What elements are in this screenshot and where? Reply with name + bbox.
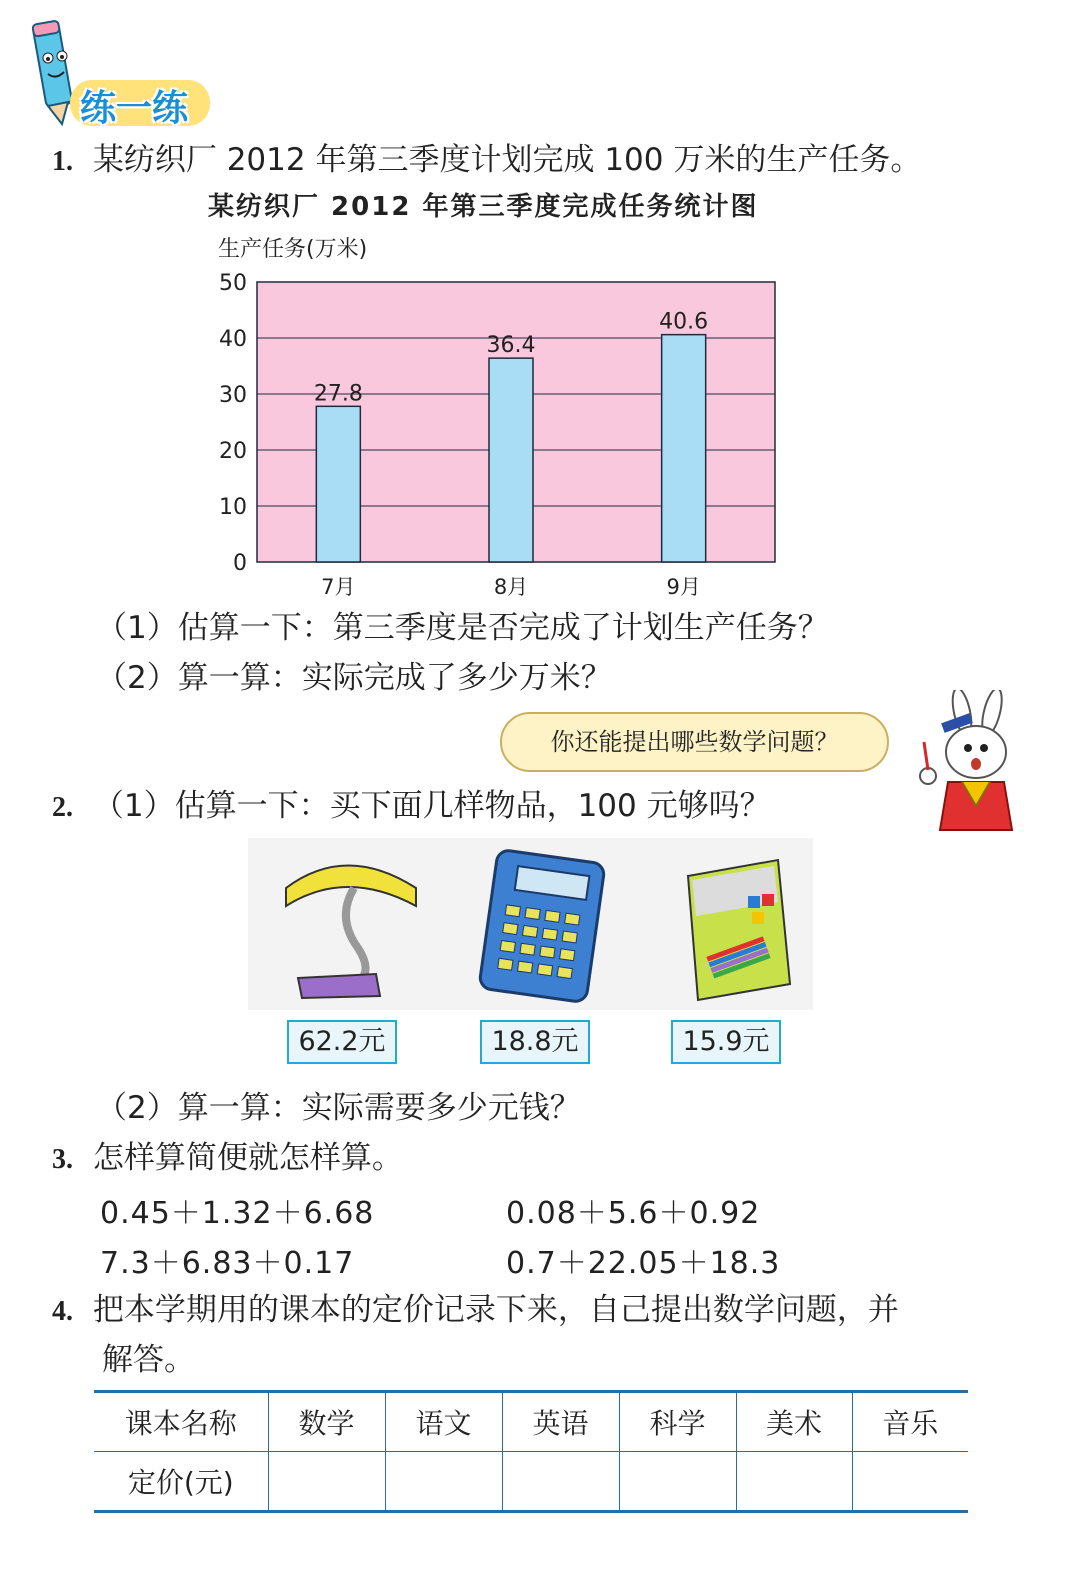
header-cell-science: 科学 xyxy=(619,1393,736,1452)
price-input-cell[interactable] xyxy=(736,1452,852,1511)
question-text: 把本学期用的课本的定价记录下来，自己提出数学问题，并 xyxy=(92,1292,899,1328)
header-cell-name: 课本名称 xyxy=(94,1393,268,1452)
y-tick-label: 30 xyxy=(219,383,247,408)
x-tick-label: 7月 xyxy=(321,575,356,599)
expression-3: 7.3＋6.83＋0.17 xyxy=(100,1246,355,1281)
calculator-icon xyxy=(476,844,606,1004)
table-row xyxy=(94,1393,968,1452)
y-tick-label: 20 xyxy=(219,439,247,464)
price-input-cell[interactable] xyxy=(268,1452,385,1511)
question-4-line-2: 解答。 xyxy=(102,1342,195,1378)
price-tag-crayons: 15.9元 xyxy=(671,1020,781,1064)
question-text: 某纺织厂 2012 年第三季度计划完成 100 万米的生产任务。 xyxy=(92,142,922,178)
bar-value-label: 40.6 xyxy=(659,309,709,335)
question-1 xyxy=(52,140,921,182)
expression-4: 0.7＋22.05＋18.3 xyxy=(506,1246,781,1281)
desk-lamp-icon xyxy=(276,848,426,1008)
question-1-sub-1: （1）估算一下：第三季度是否完成了计划生产任务？ xyxy=(96,610,829,646)
expression-2: 0.08＋5.6＋0.92 xyxy=(506,1196,761,1231)
price-input-cell[interactable] xyxy=(852,1452,968,1511)
chart-title: 某纺织厂 2012 年第三季度完成任务统计图 xyxy=(208,192,759,222)
header-cell-music: 音乐 xyxy=(852,1393,968,1452)
price-input-cell[interactable] xyxy=(385,1452,502,1511)
question-number: 1. xyxy=(52,146,73,177)
speech-bubble: 你还能提出哪些数学问题？ xyxy=(500,712,889,772)
bar xyxy=(489,358,533,562)
question-text: 怎样算简便就怎样算。 xyxy=(92,1140,403,1176)
table-row xyxy=(94,1452,968,1511)
question-2 xyxy=(52,786,771,828)
question-number: 4. xyxy=(52,1296,73,1327)
bar-value-label: 36.4 xyxy=(486,333,536,359)
x-tick-label: 9月 xyxy=(666,575,701,599)
question-2-sub-2: （2）算一算：实际需要多少元钱？ xyxy=(96,1090,581,1126)
question-number: 2. xyxy=(52,792,73,823)
price-input-cell[interactable] xyxy=(619,1452,736,1511)
question-3 xyxy=(52,1138,403,1180)
items-panel xyxy=(248,838,813,1010)
bar-chart xyxy=(200,230,820,600)
header-cell-art: 美术 xyxy=(736,1393,852,1452)
x-tick-label: 8月 xyxy=(493,575,529,599)
header-cell-chinese: 语文 xyxy=(385,1393,502,1452)
bunny-mascot-icon xyxy=(912,690,1022,840)
y-tick-label: 40 xyxy=(219,327,247,352)
question-number: 3. xyxy=(52,1144,73,1175)
textbook-price-table xyxy=(94,1390,968,1513)
bar-value-label: 27.8 xyxy=(313,381,363,407)
header-badge xyxy=(18,18,208,128)
bar xyxy=(662,335,706,562)
header-cell-english: 英语 xyxy=(502,1393,619,1452)
header-cell-math: 数学 xyxy=(268,1393,385,1452)
price-tag-calculator: 18.8元 xyxy=(480,1020,590,1064)
price-row-label: 定价(元) xyxy=(127,1466,234,1499)
section-title: 练一练 xyxy=(80,88,189,129)
question-4 xyxy=(52,1290,899,1332)
bar xyxy=(316,406,360,562)
y-tick-label: 50 xyxy=(219,271,247,296)
expression-1: 0.45＋1.32＋6.68 xyxy=(100,1196,375,1231)
crayon-box-icon xyxy=(668,846,798,1006)
price-input-cell[interactable] xyxy=(502,1452,619,1511)
y-axis-label: 生产任务(万米) xyxy=(218,237,368,262)
question-text: （1）估算一下：买下面几样物品，100 元够吗？ xyxy=(92,788,771,824)
question-1-sub-2: （2）算一算：实际完成了多少万米？ xyxy=(96,660,612,696)
y-tick-label: 0 xyxy=(233,551,247,576)
y-tick-label: 10 xyxy=(219,495,247,520)
price-tag-lamp: 62.2元 xyxy=(287,1020,397,1064)
